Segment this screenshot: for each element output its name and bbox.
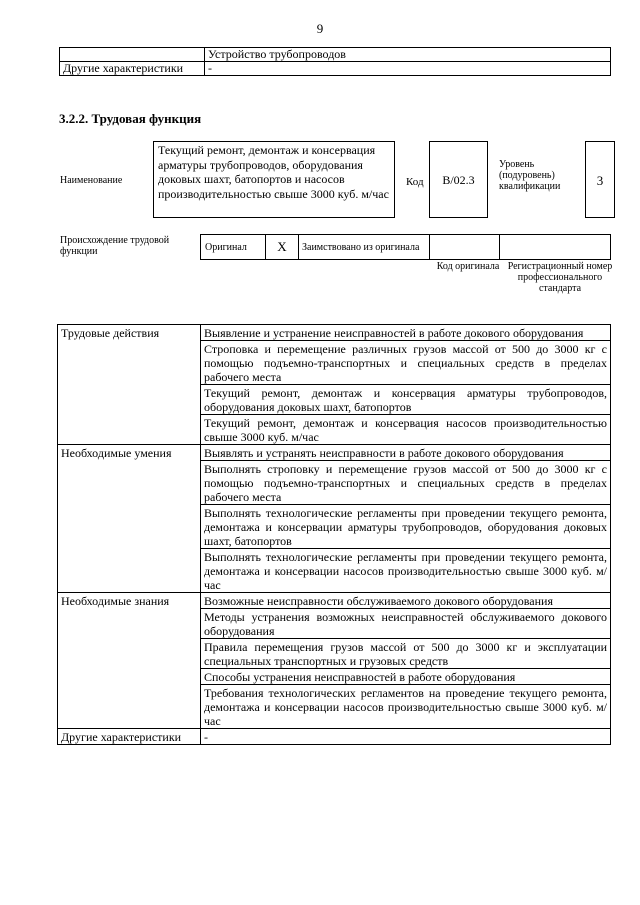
table-row bbox=[58, 729, 611, 745]
required-knowledge-item: Возможные неисправности обслуживаемого докового оборудования bbox=[201, 593, 611, 609]
registration-number-cell bbox=[500, 235, 611, 260]
other-characteristics-category-cell: Другие характеристики bbox=[58, 729, 201, 745]
registration-number-caption: Регистрационный номер профессионального стандарта bbox=[507, 261, 613, 294]
labor-actions-category-cell: Трудовые действия bbox=[58, 325, 201, 445]
table-cell-value: - bbox=[205, 62, 611, 76]
required-knowledge-item: Способы устранения неисправностей в работе оборудования bbox=[201, 669, 611, 685]
labor-actions-item: Текущий ремонт, демонтаж и консервация насосов производительностью свыше 3000 куб. м/час bbox=[201, 415, 611, 445]
table-row bbox=[58, 445, 611, 461]
required-knowledge-item: Методы устранения возможных неисправностей обслуживаемого докового оборудования bbox=[201, 609, 611, 639]
labor-function-table bbox=[57, 324, 611, 745]
original-mark: X bbox=[266, 235, 299, 260]
table-row bbox=[60, 62, 611, 76]
table-row bbox=[58, 325, 611, 341]
required-skills-category-cell: Необходимые умения bbox=[58, 445, 201, 593]
labor-actions-item: Строповка и перемещение различных грузов массой от 500 до 3000 кг с помощью подъемно-транспортных и специальных средств в пределах рабочего места bbox=[201, 341, 611, 385]
origin-table bbox=[200, 234, 611, 260]
labor-actions-item: Выявление и устранение неисправностей в работе докового оборудования bbox=[201, 325, 611, 341]
original-code-cell bbox=[430, 235, 500, 260]
required-skills-item: Выявлять и устранять неисправности в работе докового оборудования bbox=[201, 445, 611, 461]
qualification-level-box: 3 bbox=[585, 141, 615, 218]
function-code-box: B/02.3 bbox=[429, 141, 488, 218]
origin-label: Происхождение трудовой функции bbox=[60, 235, 170, 257]
table-row bbox=[58, 593, 611, 609]
table-cell-value: Устройство трубопроводов bbox=[205, 48, 611, 62]
labor-actions-item: Текущий ремонт, демонтаж и консервация арматуры трубопроводов, оборудования доковых шахт, батопортов bbox=[201, 385, 611, 415]
required-skills-item: Выполнять строповку и перемещение грузов массой от 500 до 3000 кг с помощью подъемно-транспортных и специальных средств в пределах рабочего места bbox=[201, 461, 611, 505]
level-label: Уровень (подуровень) квалификации bbox=[499, 159, 561, 192]
table-cell-label: Другие характеристики bbox=[60, 62, 205, 76]
page-number: 9 bbox=[316, 21, 324, 36]
required-knowledge-item: Правила перемещения грузов массой от 500 до 3000 кг и эксплуатации специальных транспортных и грузовых средств bbox=[201, 639, 611, 669]
borrowed-label: Заимствовано из оригинала bbox=[299, 235, 430, 260]
table-cell-label bbox=[60, 48, 205, 62]
required-knowledge-category-cell: Необходимые знания bbox=[58, 593, 201, 729]
original-code-caption: Код оригинала bbox=[436, 261, 500, 272]
table-row bbox=[201, 235, 611, 260]
top-fragment-table bbox=[59, 47, 611, 76]
required-skills-item: Выполнять технологические регламенты при проведении текущего ремонта, демонтажа и консервации насосов производительностью свыше 3000 куб. м/час bbox=[201, 549, 611, 593]
table-row bbox=[60, 48, 611, 62]
code-label: Код bbox=[406, 176, 424, 188]
other-characteristics-item: - bbox=[201, 729, 611, 745]
function-name-box: Текущий ремонт, демонтаж и консервация арматуры трубопроводов, оборудования доковых шахт, батопортов и насосов производительностью свыше 3000 куб. м/час bbox=[153, 141, 395, 218]
name-label: Наименование bbox=[60, 175, 123, 186]
section-heading: 3.2.2. Трудовая функция bbox=[59, 111, 202, 126]
required-knowledge-item: Требования технологических регламентов на проведение текущего ремонта, демонтажа и консервации насосов производительностью свыше 3000 куб. м/час bbox=[201, 685, 611, 729]
original-label: Оригинал bbox=[201, 235, 266, 260]
required-skills-item: Выполнять технологические регламенты при проведении текущего ремонта, демонтажа и консервации арматуры трубопроводов, оборудования доковых шахт, батопортов bbox=[201, 505, 611, 549]
